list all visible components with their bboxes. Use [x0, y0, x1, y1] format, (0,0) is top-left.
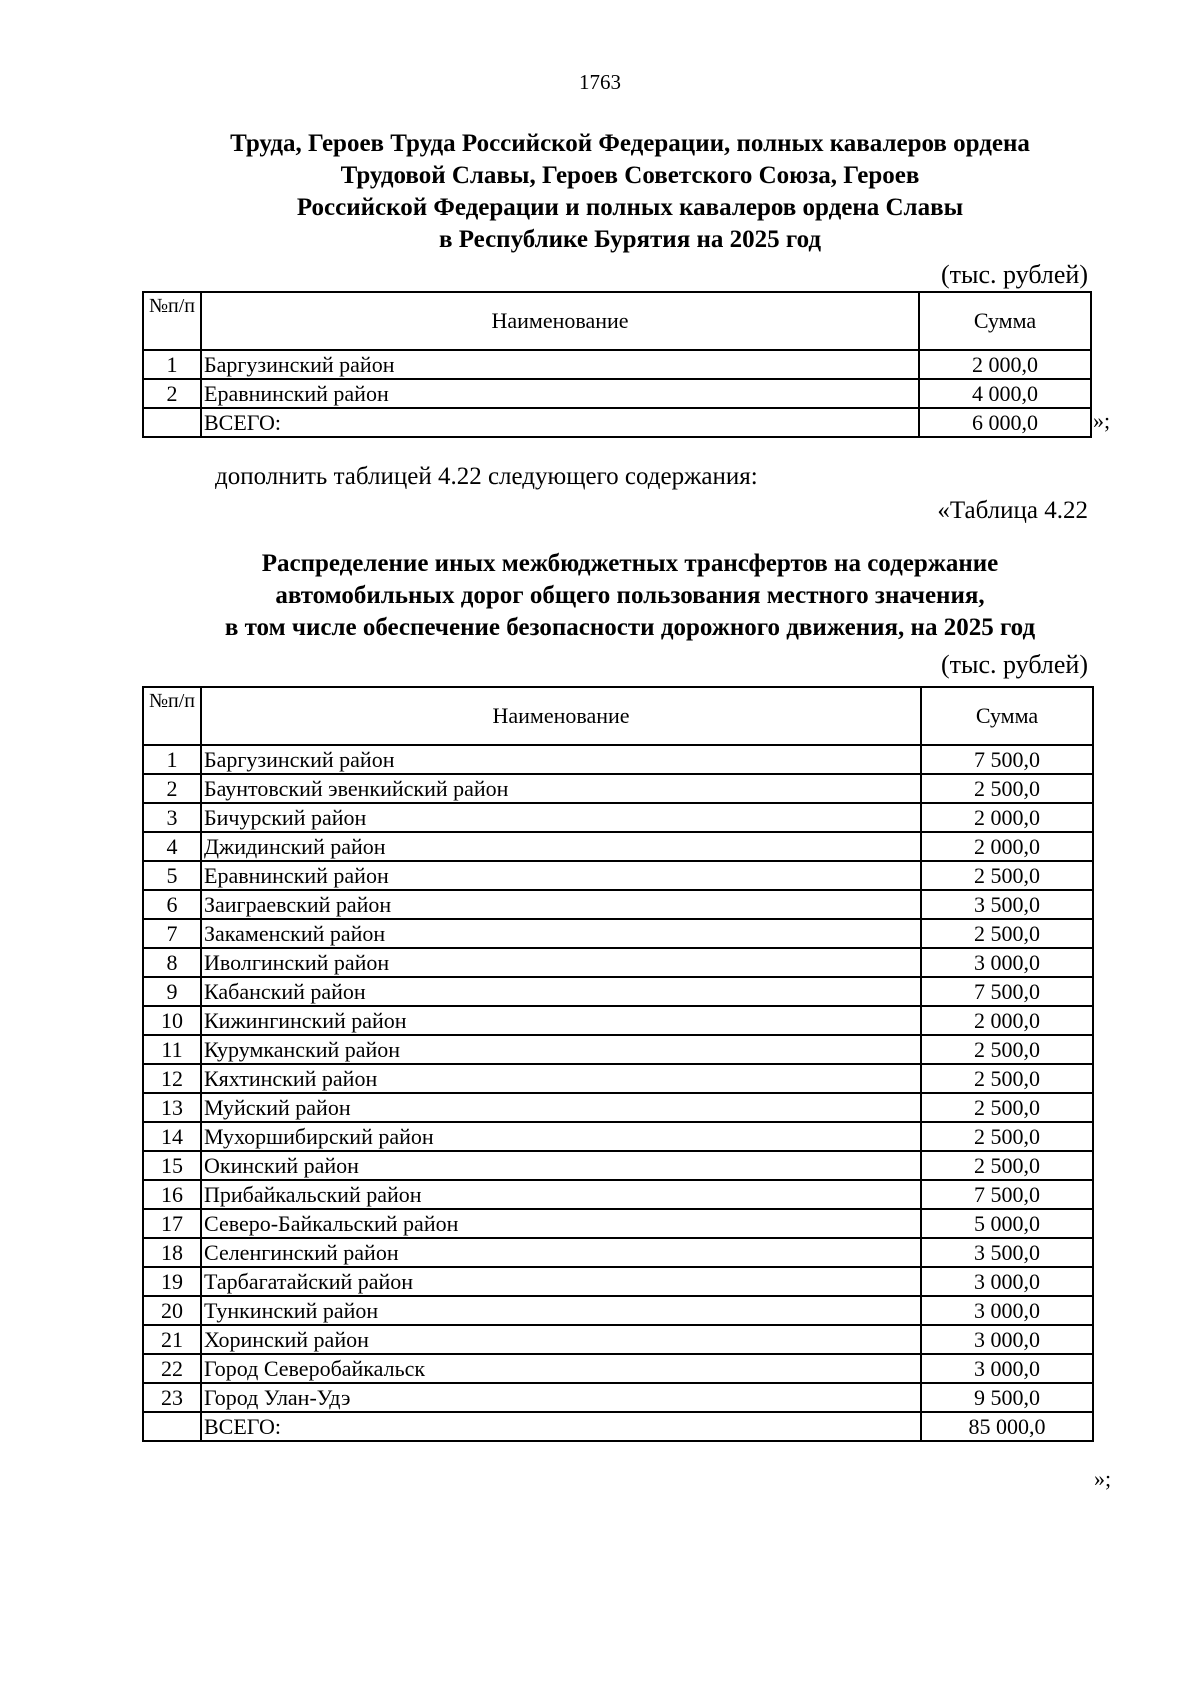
row-number: 18: [143, 1238, 201, 1267]
section2-title-line: Распределение иных межбюджетных трансфертов на содержание: [261, 550, 999, 577]
row-number: 8: [143, 948, 201, 977]
row-name: Закаменский район: [201, 919, 921, 948]
section1-table: [142, 291, 1092, 438]
row-number: 12: [143, 1064, 201, 1093]
row-sum: 85 000,0: [921, 1412, 1093, 1441]
row-name: Баунтовский эвенкийский район: [201, 774, 921, 803]
row-sum: 2 000,0: [921, 832, 1093, 861]
row-number: 17: [143, 1209, 201, 1238]
column-header-sum: Сумма: [919, 292, 1091, 350]
row-number: 21: [143, 1325, 201, 1354]
table-row: [143, 1093, 1093, 1122]
row-name: Еравнинский район: [201, 861, 921, 890]
instruction-text: дополнить таблицей 4.22 следующего содержания:: [215, 463, 758, 490]
section1-title-line: Трудовой Славы, Героев Советского Союза, Героев: [340, 162, 920, 189]
row-sum: 6 000,0: [919, 408, 1091, 437]
table-header-row: [143, 292, 1091, 350]
table-row: [143, 379, 1091, 408]
row-name: Кяхтинский район: [201, 1064, 921, 1093]
table-row: [143, 1267, 1093, 1296]
section1-units: (тыс. рублей): [940, 260, 1088, 289]
row-number: 2: [143, 774, 201, 803]
row-number: 3: [143, 803, 201, 832]
row-name: Хоринский район: [201, 1325, 921, 1354]
table-row: [143, 1383, 1093, 1412]
row-name: Окинский район: [201, 1151, 921, 1180]
table-row: [143, 1209, 1093, 1238]
row-name: Баргузинский район: [201, 350, 919, 379]
row-sum: 2 500,0: [921, 919, 1093, 948]
table-row: [143, 1296, 1093, 1325]
column-header-name: Наименование: [201, 292, 919, 350]
row-number: 22: [143, 1354, 201, 1383]
row-sum: 3 000,0: [921, 1267, 1093, 1296]
row-name: Иволгинский район: [201, 948, 921, 977]
row-name: Джидинский район: [201, 832, 921, 861]
row-name: ВСЕГО:: [201, 1412, 921, 1441]
row-name: Курумканский район: [201, 1035, 921, 1064]
row-number: 14: [143, 1122, 201, 1151]
table-row: [143, 1151, 1093, 1180]
row-number: 20: [143, 1296, 201, 1325]
row-number: 19: [143, 1267, 201, 1296]
row-sum: 2 500,0: [921, 1035, 1093, 1064]
row-sum: 2 500,0: [921, 1064, 1093, 1093]
row-number: 11: [143, 1035, 201, 1064]
table-total-row: [143, 408, 1091, 437]
row-sum: 2 500,0: [921, 1122, 1093, 1151]
section2-title-line: в том числе обеспечение безопасности дорожного движения, на 2025 год: [224, 614, 1036, 641]
row-name: Город Улан-Удэ: [201, 1383, 921, 1412]
table-row: [143, 919, 1093, 948]
section1-closing-mark: »;: [1093, 408, 1111, 433]
section2-closing-mark: »;: [1094, 1466, 1112, 1491]
row-number: 16: [143, 1180, 201, 1209]
row-name: Еравнинский район: [201, 379, 919, 408]
section2-title-line: автомобильных дорог общего пользования местного значения,: [275, 582, 985, 609]
row-sum: 3 000,0: [921, 948, 1093, 977]
row-name: Селенгинский район: [201, 1238, 921, 1267]
table-row: [143, 1122, 1093, 1151]
row-sum: 2 000,0: [919, 350, 1091, 379]
row-name: Северо-Байкальский район: [201, 1209, 921, 1238]
section1-title-line: Российской Федерации и полных кавалеров ордена Славы: [296, 194, 964, 221]
section1-title-line: Труда, Героев Труда Российской Федерации, полных кавалеров ордена: [230, 130, 1030, 157]
row-sum: 5 000,0: [921, 1209, 1093, 1238]
row-number: 23: [143, 1383, 201, 1412]
table-header-row: [143, 687, 1093, 745]
row-name: Кабанский район: [201, 977, 921, 1006]
row-sum: 7 500,0: [921, 745, 1093, 774]
row-sum: 4 000,0: [919, 379, 1091, 408]
row-sum: 2 000,0: [921, 803, 1093, 832]
table-row: [143, 1180, 1093, 1209]
column-header-number: №п/п: [143, 292, 201, 350]
row-number: [143, 1412, 201, 1441]
table-row: [143, 861, 1093, 890]
row-sum: 2 500,0: [921, 1151, 1093, 1180]
row-sum: 7 500,0: [921, 1180, 1093, 1209]
column-header-sum: Сумма: [921, 687, 1093, 745]
row-sum: 2 500,0: [921, 774, 1093, 803]
row-number: 10: [143, 1006, 201, 1035]
section2-table-body: [143, 745, 1093, 1441]
table-row: [143, 890, 1093, 919]
table-row: [143, 1325, 1093, 1354]
row-sum: 3 500,0: [921, 890, 1093, 919]
row-number: 1: [143, 745, 201, 774]
table-row: [143, 350, 1091, 379]
row-name: Бичурский район: [201, 803, 921, 832]
row-name: Заиграевский район: [201, 890, 921, 919]
row-number: 13: [143, 1093, 201, 1122]
row-number: 9: [143, 977, 201, 1006]
table-row: [143, 948, 1093, 977]
row-name: Тарбагатайский район: [201, 1267, 921, 1296]
table-row: [143, 1006, 1093, 1035]
row-number: 7: [143, 919, 201, 948]
row-name: ВСЕГО:: [201, 408, 919, 437]
column-header-name: Наименование: [201, 687, 921, 745]
section2-table: [142, 686, 1094, 1442]
table-row: [143, 803, 1093, 832]
row-name: Тункинский район: [201, 1296, 921, 1325]
section1-title: [100, 128, 1160, 256]
row-name: Муйский район: [201, 1093, 921, 1122]
row-name: Кижингинский район: [201, 1006, 921, 1035]
row-number: 1: [143, 350, 201, 379]
row-sum: 3 000,0: [921, 1325, 1093, 1354]
row-name: Баргузинский район: [201, 745, 921, 774]
table-row: [143, 1238, 1093, 1267]
table-total-row: [143, 1412, 1093, 1441]
row-sum: 3 500,0: [921, 1238, 1093, 1267]
row-number: 4: [143, 832, 201, 861]
table-row: [143, 832, 1093, 861]
table-row: [143, 1035, 1093, 1064]
row-number: 2: [143, 379, 201, 408]
table-row: [143, 977, 1093, 1006]
row-sum: 3 000,0: [921, 1296, 1093, 1325]
row-sum: 9 500,0: [921, 1383, 1093, 1412]
table-row: [143, 1064, 1093, 1093]
row-name: Город Северобайкальск: [201, 1354, 921, 1383]
row-number: 5: [143, 861, 201, 890]
section1-title-line: в Республике Бурятия на 2025 год: [438, 226, 822, 253]
table-row: [143, 774, 1093, 803]
row-sum: 2 500,0: [921, 1093, 1093, 1122]
row-sum: 2 500,0: [921, 861, 1093, 890]
row-sum: 7 500,0: [921, 977, 1093, 1006]
row-sum: 2 000,0: [921, 1006, 1093, 1035]
row-number: 6: [143, 890, 201, 919]
section2-units: (тыс. рублей): [940, 650, 1088, 679]
table-row: [143, 1354, 1093, 1383]
row-number: [143, 408, 201, 437]
page-number: 1763: [579, 70, 621, 94]
row-number: 15: [143, 1151, 201, 1180]
row-name: Прибайкальский район: [201, 1180, 921, 1209]
table-label: «Таблица 4.22: [937, 497, 1088, 524]
row-sum: 3 000,0: [921, 1354, 1093, 1383]
table-row: [143, 745, 1093, 774]
column-header-number: №п/п: [143, 687, 201, 745]
row-name: Мухоршибирский район: [201, 1122, 921, 1151]
section2-title: [100, 548, 1160, 644]
